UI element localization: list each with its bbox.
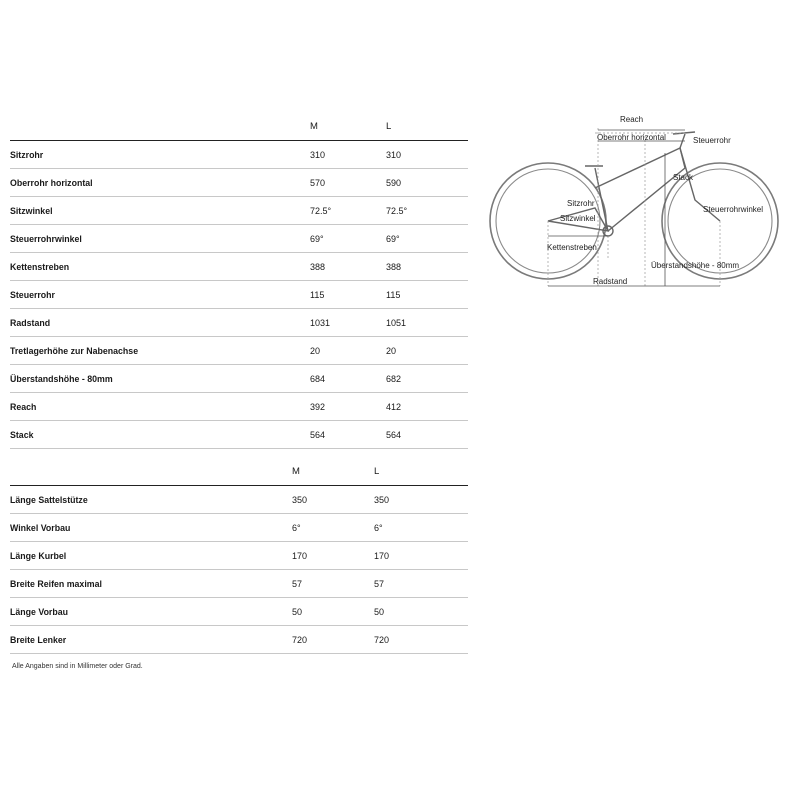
value-m: 6°: [292, 514, 374, 542]
row-label: Überstandshöhe - 80mm: [10, 365, 310, 393]
value-l: 115: [386, 281, 468, 309]
row-label: Reach: [10, 393, 310, 421]
components-table: [10, 458, 468, 654]
table-row: [10, 626, 468, 654]
row-label: Breite Reifen maximal: [10, 570, 292, 598]
value-l: 170: [374, 542, 468, 570]
geometry-table: [10, 113, 468, 449]
table-row: [10, 141, 468, 169]
column-header-m: M: [292, 458, 374, 486]
row-label: Oberrohr horizontal: [10, 169, 310, 197]
table-row: [10, 309, 468, 337]
row-label: Steuerrohr: [10, 281, 310, 309]
value-m: 170: [292, 542, 374, 570]
value-m: 720: [292, 626, 374, 654]
diagram-label-steuerrohr: Steuerrohr: [693, 136, 731, 145]
label-column-header: [10, 113, 310, 141]
value-l: 590: [386, 169, 468, 197]
value-l: 20: [386, 337, 468, 365]
row-label: Kettenstreben: [10, 253, 310, 281]
table-row: [10, 542, 468, 570]
diagram-label-sitzrohr: Sitzrohr: [567, 199, 595, 208]
row-label: Länge Kurbel: [10, 542, 292, 570]
value-m: 684: [310, 365, 386, 393]
value-l: 50: [374, 598, 468, 626]
value-m: 564: [310, 421, 386, 449]
table-row: [10, 598, 468, 626]
value-l: 1051: [386, 309, 468, 337]
row-label: Sitzrohr: [10, 141, 310, 169]
row-label: Radstand: [10, 309, 310, 337]
value-l: 412: [386, 393, 468, 421]
column-header-m: M: [310, 113, 386, 141]
value-m: 69°: [310, 225, 386, 253]
value-m: 20: [310, 337, 386, 365]
value-m: 50: [292, 598, 374, 626]
row-label: Länge Sattelstütze: [10, 486, 292, 514]
value-m: 115: [310, 281, 386, 309]
table-row: [10, 197, 468, 225]
table-row: [10, 365, 468, 393]
value-m: 350: [292, 486, 374, 514]
bike-geometry-diagram: [485, 108, 785, 298]
table-row: [10, 169, 468, 197]
value-l: 564: [386, 421, 468, 449]
value-m: 570: [310, 169, 386, 197]
value-l: 388: [386, 253, 468, 281]
diagram-label-oberrohr: Oberrohr horizontal: [597, 133, 666, 142]
value-l: 72.5°: [386, 197, 468, 225]
value-m: 392: [310, 393, 386, 421]
label-column-header: [10, 458, 292, 486]
value-l: 57: [374, 570, 468, 598]
value-m: 388: [310, 253, 386, 281]
value-m: 310: [310, 141, 386, 169]
diagram-label-stack: Stack: [673, 173, 694, 182]
table-row: [10, 253, 468, 281]
table-row: [10, 337, 468, 365]
value-m: 72.5°: [310, 197, 386, 225]
components-table-header: [10, 458, 468, 486]
geometry-table-header: [10, 113, 468, 141]
components-table-wrap: [10, 458, 468, 654]
table-row: [10, 281, 468, 309]
column-header-l: L: [374, 458, 468, 486]
footnote: Alle Angaben sind in Millimeter oder Grad.: [12, 663, 143, 670]
value-l: 350: [374, 486, 468, 514]
row-label: Länge Vorbau: [10, 598, 292, 626]
value-l: 310: [386, 141, 468, 169]
row-label: Breite Lenker: [10, 626, 292, 654]
diagram-label-radstand: Radstand: [593, 277, 628, 286]
value-l: 720: [374, 626, 468, 654]
diagram-label-sitzwinkel: Sitzwinkel: [560, 214, 596, 223]
row-label: Tretlagerhöhe zur Nabenachse: [10, 337, 310, 365]
table-row: [10, 570, 468, 598]
value-l: 6°: [374, 514, 468, 542]
table-row: [10, 421, 468, 449]
diagram-label-kettenstreben: Kettenstreben: [547, 243, 597, 252]
value-m: 1031: [310, 309, 386, 337]
column-header-l: L: [386, 113, 468, 141]
table-row: [10, 225, 468, 253]
row-label: Sitzwinkel: [10, 197, 310, 225]
row-label: Winkel Vorbau: [10, 514, 292, 542]
row-label: Steuerrohrwinkel: [10, 225, 310, 253]
value-l: 69°: [386, 225, 468, 253]
diagram-label-steuerrohrwinkel: Steuerrohrwinkel: [703, 205, 764, 214]
value-m: 57: [292, 570, 374, 598]
row-label: Stack: [10, 421, 310, 449]
diagram-label-ueberstand: Überstandshöhe - 80mm: [651, 261, 740, 270]
table-row: [10, 486, 468, 514]
table-row: [10, 393, 468, 421]
geometry-table-wrap: [10, 113, 468, 449]
diagram-label-reach: Reach: [620, 115, 644, 124]
value-l: 682: [386, 365, 468, 393]
table-row: [10, 514, 468, 542]
